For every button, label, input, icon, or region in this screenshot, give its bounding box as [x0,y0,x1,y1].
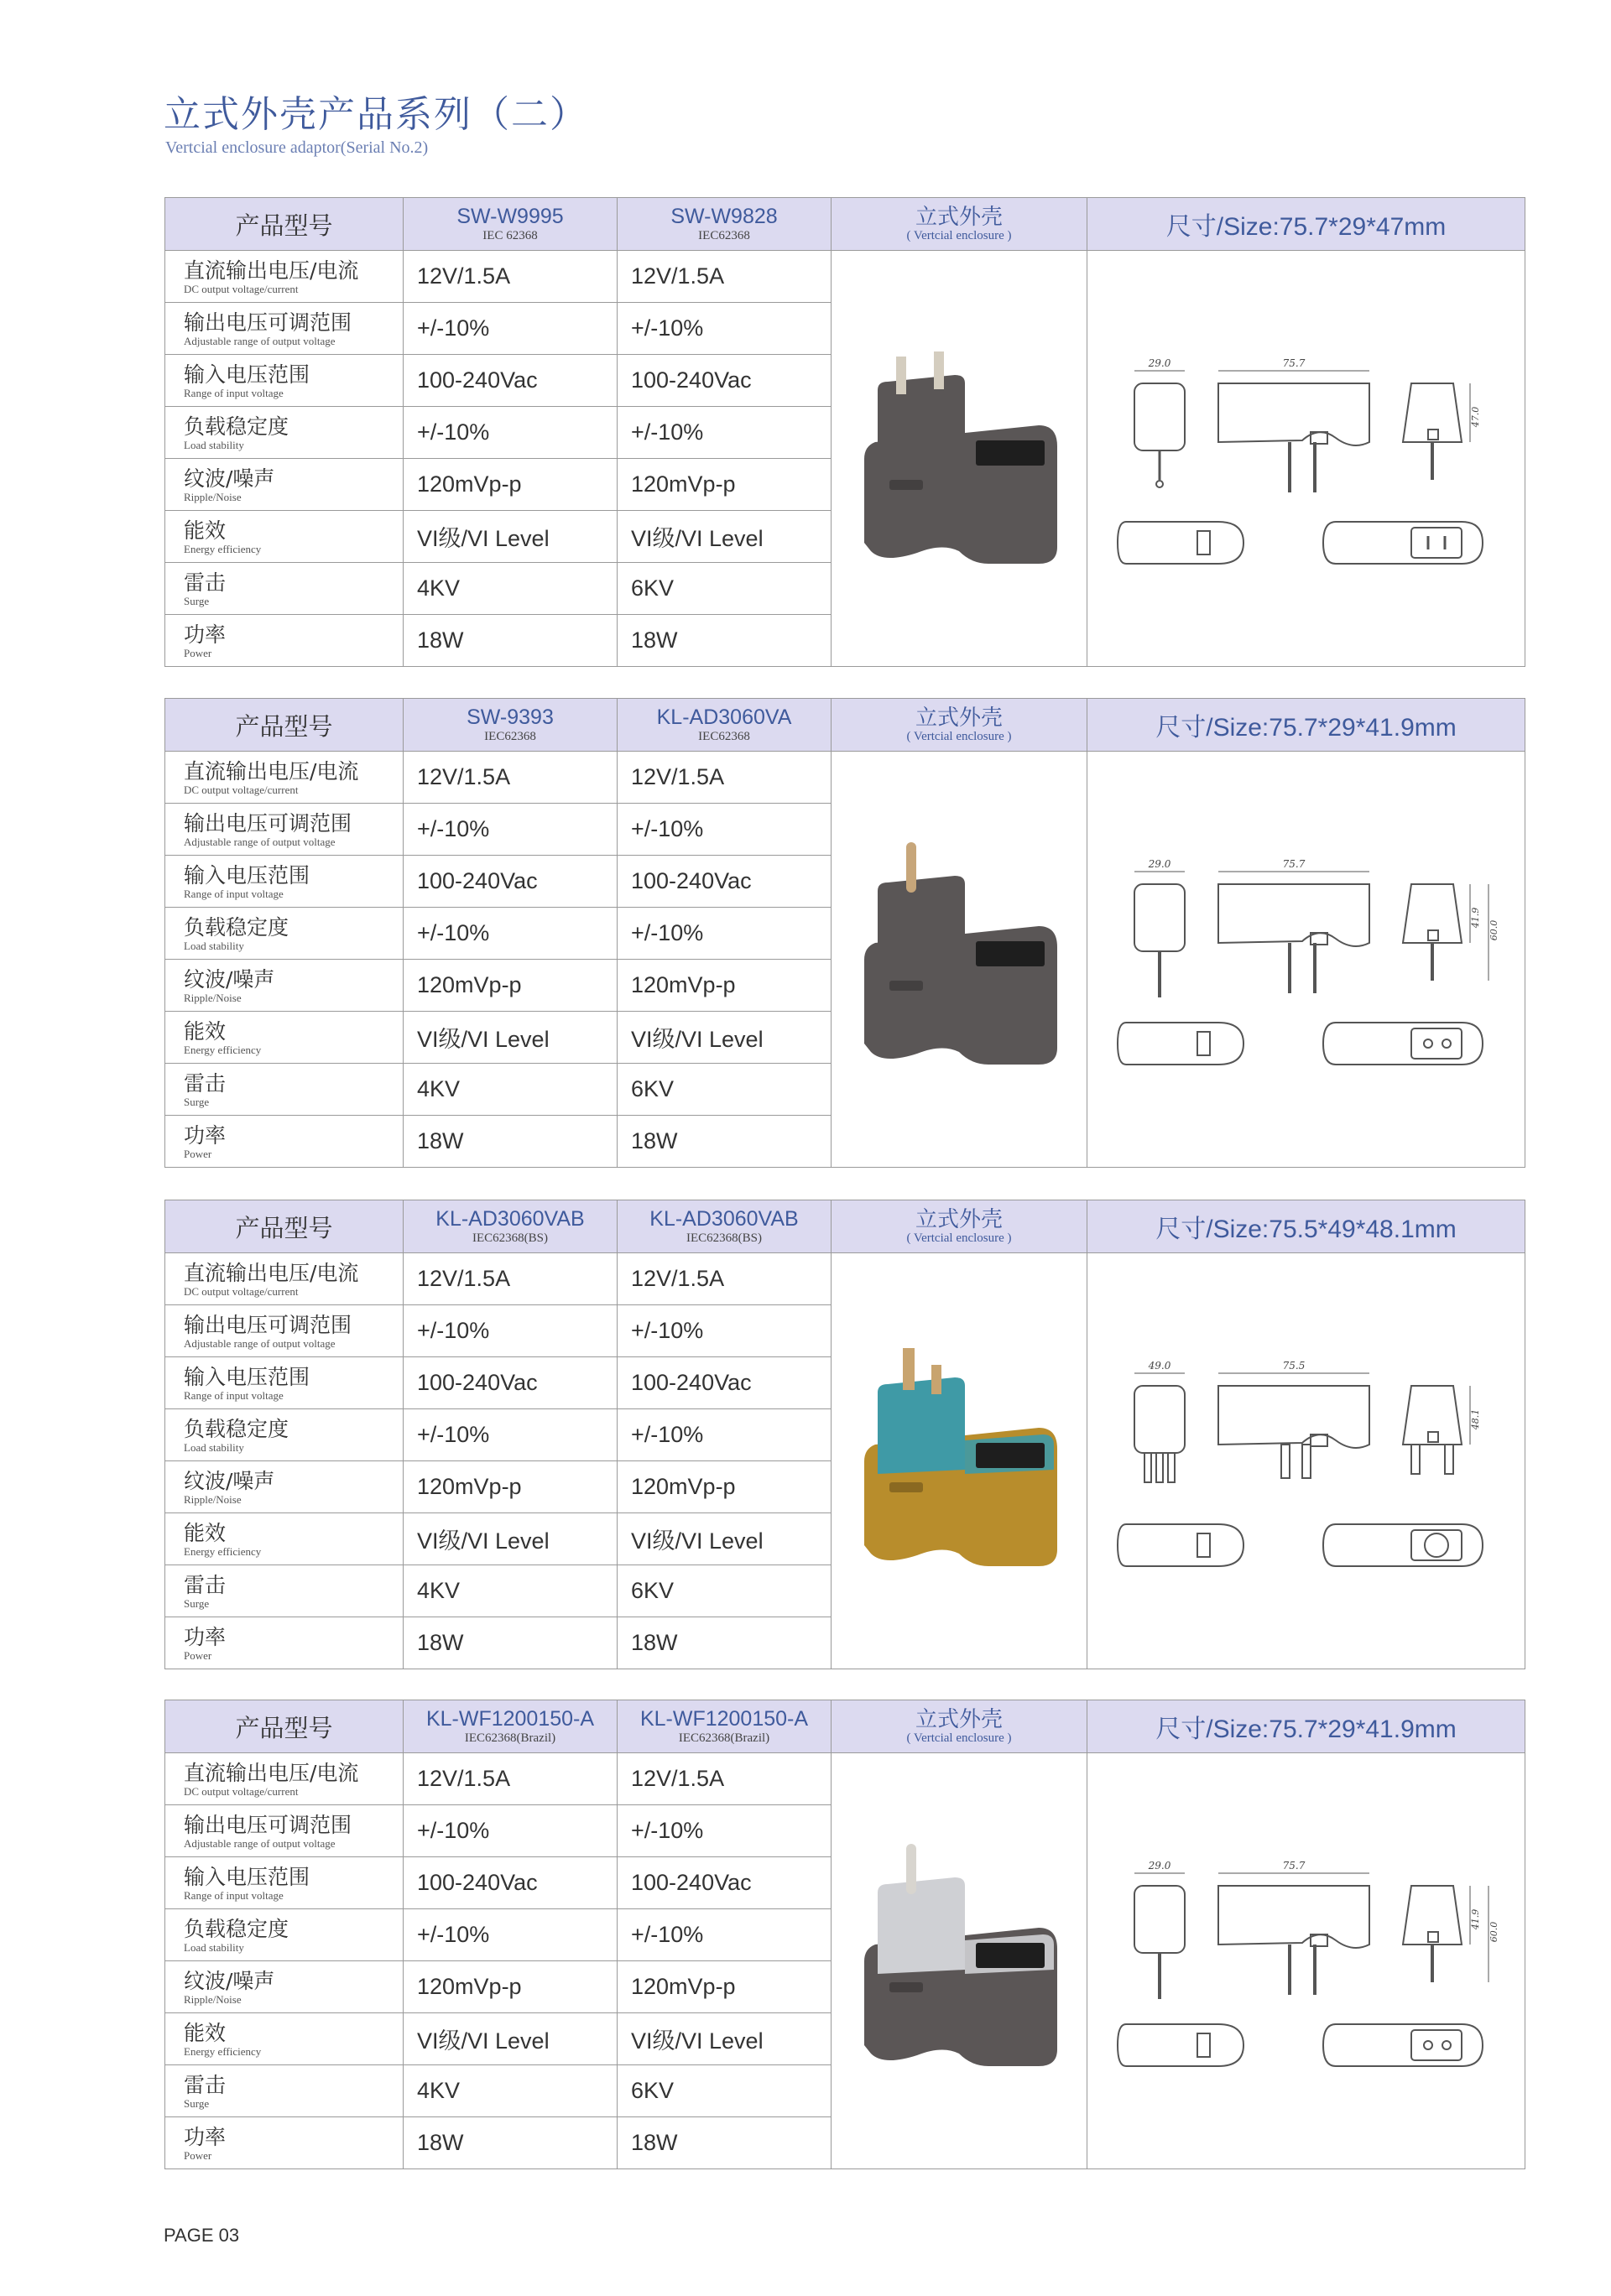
spec-label-cn: 能效 [184,2020,227,2045]
spec-label [165,563,404,615]
spec-label-en: DC output voltage/current [184,282,299,295]
model-label: 产品型号 [165,198,404,251]
spec-value: 100-240Vac [404,355,618,407]
table-header-row [165,699,1525,752]
size-header: 尺寸/Size:75.7*29*41.9mm [1087,1700,1525,1753]
dim-length-text: 75.7 [1282,357,1305,369]
spec-label-en: Adjustable range of output voltage [184,334,336,347]
dim-height-text: 47.0 [1469,406,1481,427]
spec-value: VI级/VI Level [618,1513,832,1565]
spec-label [165,1064,404,1116]
spec-label-en: Load stability [184,1940,244,1954]
spec-value: +/-10% [618,1805,832,1857]
us-flat-pin-plug-icon [837,333,1081,585]
spec-label-cn: 负载稳定度 [184,914,289,940]
model-label: 产品型号 [165,1700,404,1753]
spec-label-cn: 输入电压范围 [184,862,310,888]
spec-label-cn: 输入电压范围 [184,1364,310,1389]
spec-value: 12V/1.5A [404,1753,618,1805]
table-header-row [165,1700,1525,1753]
spec-value: 100-240Vac [618,1857,832,1909]
spec-label-en: Load stability [184,438,244,451]
table-header-row [165,1200,1525,1253]
spec-value: +/-10% [618,804,832,856]
spec-value: 120mVp-p [618,960,832,1012]
spec-label [165,303,404,355]
spec-label-en: Surge [184,1095,210,1108]
spec-label [165,2013,404,2065]
product-photo [832,1253,1087,1669]
spec-value: +/-10% [618,1909,832,1961]
enclosure-label-en: ( Vertcial enclosure ) [906,228,1012,242]
spec-value: 100-240Vac [618,856,832,908]
model-name: KL-AD3060VA [656,705,792,729]
spec-label-cn: 雷击 [184,1070,227,1096]
model-standard: IEC62368(BS) [686,1231,762,1245]
spec-label-en: Surge [184,594,210,607]
enclosure-label-cn: 立式外壳 [915,705,1003,731]
spec-label [165,1116,404,1168]
spec-label-cn: 直流输出电压/电流 [184,1760,359,1785]
spec-value: 18W [404,615,618,667]
brazil-round-pin-plug-icon [837,1835,1081,2087]
enclosure-label-en: ( Vertcial enclosure ) [906,1731,1012,1745]
model-standard: IEC62368(Brazil) [678,1731,770,1745]
spec-label-en: Surge [184,1596,210,1610]
spec-label-en: Ripple/Noise [184,490,242,503]
spec-label-cn: 功率 [184,1624,227,1649]
enclosure-label-en: ( Vertcial enclosure ) [906,729,1012,743]
page-number: PAGE 03 [164,2225,240,2246]
spec-label-cn: 输出电压可调范围 [184,1312,352,1337]
spec-label [165,1513,404,1565]
spec-value: VI级/VI Level [404,1513,618,1565]
product-photo [832,752,1087,1168]
spec-label-cn: 能效 [184,1018,227,1044]
table-header-row [165,198,1525,251]
spec-value: +/-10% [404,407,618,459]
spec-value: 12V/1.5A [618,752,832,804]
dim-width-text: 29.0 [1148,857,1170,870]
spec-label-en: Power [184,1648,212,1662]
spec-label-cn: 纹波/噪声 [184,466,275,491]
spec-label [165,908,404,960]
spec-value: +/-10% [618,303,832,355]
model-name: SW-W9995 [456,204,564,228]
table-row [165,1753,1525,1805]
spec-value: 18W [618,1116,832,1168]
spec-value: 12V/1.5A [404,752,618,804]
spec-value: VI级/VI Level [618,1012,832,1064]
dim-width-text: 29.0 [1148,357,1170,369]
spec-label-cn: 雷击 [184,570,227,595]
enclosure-header [832,198,1087,251]
spec-value: +/-10% [404,804,618,856]
spec-label-en: Energy efficiency [184,542,262,555]
spec-value: VI级/VI Level [404,1012,618,1064]
dimension-drawing-cell [1087,1253,1525,1669]
spec-value: 12V/1.5A [404,251,618,303]
spec-label [165,804,404,856]
dim-height-text: 41.9 [1469,907,1481,928]
spec-label-en: Range of input voltage [184,386,284,399]
spec-value: VI级/VI Level [618,2013,832,2065]
spec-value: 100-240Vac [618,355,832,407]
spec-label [165,1012,404,1064]
spec-label-en: Power [184,2148,212,2162]
model-standard: IEC62368 [698,228,750,242]
enclosure-header [832,1700,1087,1753]
dimension-drawing [1101,333,1512,585]
spec-label-cn: 负载稳定度 [184,414,289,439]
spec-label [165,2065,404,2117]
model-standard: IEC62368 [698,729,750,743]
spec-label-en: Adjustable range of output voltage [184,1336,336,1350]
model-header [618,198,832,251]
spec-label [165,2117,404,2169]
enclosure-label-cn: 立式外壳 [915,204,1003,230]
spec-value: 120mVp-p [404,960,618,1012]
spec-label-cn: 输出电压可调范围 [184,810,352,836]
spec-label [165,960,404,1012]
spec-value: VI级/VI Level [404,2013,618,2065]
spec-value: 12V/1.5A [618,1253,832,1305]
size-header: 尺寸/Size:75.5*49*48.1mm [1087,1200,1525,1253]
spec-value: +/-10% [404,1305,618,1357]
spec-label [165,511,404,563]
model-name: SW-W9828 [670,204,778,228]
spec-label-en: Ripple/Noise [184,1992,242,2006]
table-row [165,1253,1525,1305]
spec-value: +/-10% [404,1909,618,1961]
spec-value: 120mVp-p [618,1461,832,1513]
spec-value: 6KV [618,1565,832,1617]
spec-label-en: Range of input voltage [184,887,284,900]
model-header [618,699,832,752]
model-header [618,1700,832,1753]
spec-label [165,251,404,303]
spec-value: +/-10% [618,908,832,960]
model-name: KL-WF1200150-A [639,1706,809,1731]
spec-value: 18W [618,1617,832,1669]
spec-value: VI级/VI Level [618,511,832,563]
spec-label-cn: 雷击 [184,1572,227,1597]
spec-label [165,1805,404,1857]
spec-label [165,1305,404,1357]
spec-label-cn: 输入电压范围 [184,1864,310,1889]
enclosure-header [832,1200,1087,1253]
model-header [404,1200,618,1253]
spec-value: 100-240Vac [618,1357,832,1409]
size-header: 尺寸/Size:75.7*29*41.9mm [1087,699,1525,752]
spec-label [165,1617,404,1669]
spec-value: 12V/1.5A [404,1253,618,1305]
spec-label-en: Power [184,646,212,659]
spec-value: 18W [404,2117,618,2169]
spec-value: 12V/1.5A [618,251,832,303]
spec-label-en: Adjustable range of output voltage [184,835,336,848]
spec-value: 4KV [404,2065,618,2117]
model-standard: IEC62368(Brazil) [464,1731,556,1745]
page-subtitle: Vertcial enclosure adaptor(Serial No.2) [165,138,429,157]
spec-label [165,1961,404,2013]
spec-value: 100-240Vac [404,1857,618,1909]
spec-label-cn: 功率 [184,2124,227,2149]
model-label: 产品型号 [165,1200,404,1253]
spec-value: +/-10% [618,407,832,459]
spec-value: 120mVp-p [618,459,832,511]
model-standard: IEC62368 [484,729,536,743]
enclosure-label-en: ( Vertcial enclosure ) [906,1231,1012,1245]
enclosure-label-cn: 立式外壳 [915,1206,1003,1232]
spec-label [165,1753,404,1805]
model-standard: IEC 62368 [482,228,538,242]
spec-value: 18W [618,615,832,667]
dim-length-text: 75.5 [1282,1359,1305,1372]
spec-value: +/-10% [404,303,618,355]
spec-label-cn: 输入电压范围 [184,362,310,387]
dim-total-height-text: 60.0 [1488,1921,1499,1942]
spec-label-en: Load stability [184,1440,244,1454]
table-row [165,251,1525,303]
model-name: KL-AD3060VAB [649,1206,799,1231]
spec-value: 100-240Vac [404,856,618,908]
spec-label-cn: 输出电压可调范围 [184,1812,352,1837]
spec-label-cn: 纹波/噪声 [184,966,275,992]
dimension-drawing [1101,834,1512,1086]
spec-label-en: Energy efficiency [184,2044,262,2058]
spec-label-en: Adjustable range of output voltage [184,1836,336,1850]
model-header [404,699,618,752]
eu-round-pin-plug-icon [837,834,1081,1086]
spec-label-en: DC output voltage/current [184,1284,299,1298]
spec-label [165,355,404,407]
spec-label-cn: 纹波/噪声 [184,1968,275,1993]
spec-value: 18W [618,2117,832,2169]
spec-label [165,1909,404,1961]
spec-label [165,615,404,667]
spec-label-cn: 直流输出电压/电流 [184,258,359,283]
table-row [165,752,1525,804]
spec-label-en: Surge [184,2096,210,2110]
model-name: KL-AD3060VAB [435,1206,585,1231]
model-header [404,198,618,251]
spec-table [164,698,1525,1168]
spec-value: 4KV [404,1064,618,1116]
model-header [404,1700,618,1753]
spec-label-en: Power [184,1147,212,1160]
spec-label-en: Range of input voltage [184,1888,284,1902]
model-name: SW-9393 [467,705,554,729]
spec-value: 18W [404,1116,618,1168]
spec-table [164,1200,1525,1669]
spec-label-en: Ripple/Noise [184,1492,242,1506]
spec-label [165,1409,404,1461]
spec-label-en: Energy efficiency [184,1043,262,1056]
dim-total-height-text: 60.0 [1488,919,1499,940]
dimension-drawing [1101,1835,1512,2087]
model-header [618,1200,832,1253]
spec-value: 6KV [618,563,832,615]
spec-label-cn: 纹波/噪声 [184,1468,275,1493]
spec-label-en: DC output voltage/current [184,783,299,796]
spec-label-en: Energy efficiency [184,1544,262,1558]
product-photo [832,1753,1087,2169]
spec-value: 18W [404,1617,618,1669]
spec-label [165,459,404,511]
enclosure-label-cn: 立式外壳 [915,1706,1003,1732]
spec-label-en: Range of input voltage [184,1388,284,1402]
spec-value: 4KV [404,1565,618,1617]
spec-label-cn: 功率 [184,1122,227,1148]
spec-label-cn: 功率 [184,622,227,647]
spec-value: 4KV [404,563,618,615]
spec-label-en: Ripple/Noise [184,991,242,1004]
spec-value: +/-10% [618,1305,832,1357]
dim-length-text: 75.7 [1282,1859,1305,1872]
spec-label-cn: 直流输出电压/电流 [184,758,359,784]
spec-table [164,197,1525,667]
dimension-drawing-cell [1087,1753,1525,2169]
spec-value: +/-10% [404,1805,618,1857]
spec-label [165,1565,404,1617]
spec-label-cn: 直流输出电压/电流 [184,1260,359,1285]
spec-value: +/-10% [404,908,618,960]
spec-label-cn: 负载稳定度 [184,1916,289,1941]
spec-value: 6KV [618,1064,832,1116]
spec-value: 120mVp-p [404,459,618,511]
spec-value: 100-240Vac [404,1357,618,1409]
dim-height-text: 41.9 [1469,1908,1481,1929]
enclosure-header [832,699,1087,752]
spec-value: +/-10% [618,1409,832,1461]
spec-label [165,407,404,459]
spec-label-cn: 雷击 [184,2072,227,2097]
dimension-drawing-cell [1087,752,1525,1168]
spec-label [165,752,404,804]
spec-label [165,1357,404,1409]
spec-value: 12V/1.5A [618,1753,832,1805]
spec-label-cn: 能效 [184,1520,227,1545]
spec-table [164,1700,1525,2169]
spec-label-cn: 负载稳定度 [184,1416,289,1441]
spec-label [165,1253,404,1305]
spec-value: +/-10% [404,1409,618,1461]
spec-label [165,1857,404,1909]
spec-label-cn: 能效 [184,518,227,543]
size-header: 尺寸/Size:75.7*29*47mm [1087,198,1525,251]
dim-width-text: 29.0 [1148,1859,1170,1872]
model-standard: IEC62368(BS) [472,1231,548,1245]
dim-length-text: 75.7 [1282,857,1305,870]
spec-value: VI级/VI Level [404,511,618,563]
page-title: 立式外壳产品系列（二） [164,93,588,136]
dim-height-text: 48.1 [1469,1408,1481,1429]
dim-width-text: 49.0 [1148,1359,1170,1372]
spec-value: 120mVp-p [404,1461,618,1513]
model-label: 产品型号 [165,699,404,752]
spec-label-cn: 输出电压可调范围 [184,310,352,335]
dimension-drawing-cell [1087,251,1525,667]
uk-three-pin-plug-icon [837,1335,1081,1587]
spec-value: 120mVp-p [404,1961,618,2013]
spec-label [165,856,404,908]
spec-value: 6KV [618,2065,832,2117]
product-photo [832,251,1087,667]
spec-value: 120mVp-p [618,1961,832,2013]
spec-label [165,1461,404,1513]
dimension-drawing [1101,1335,1512,1587]
model-name: KL-WF1200150-A [425,1706,595,1731]
spec-label-en: Load stability [184,939,244,952]
spec-label-en: DC output voltage/current [184,1784,299,1798]
